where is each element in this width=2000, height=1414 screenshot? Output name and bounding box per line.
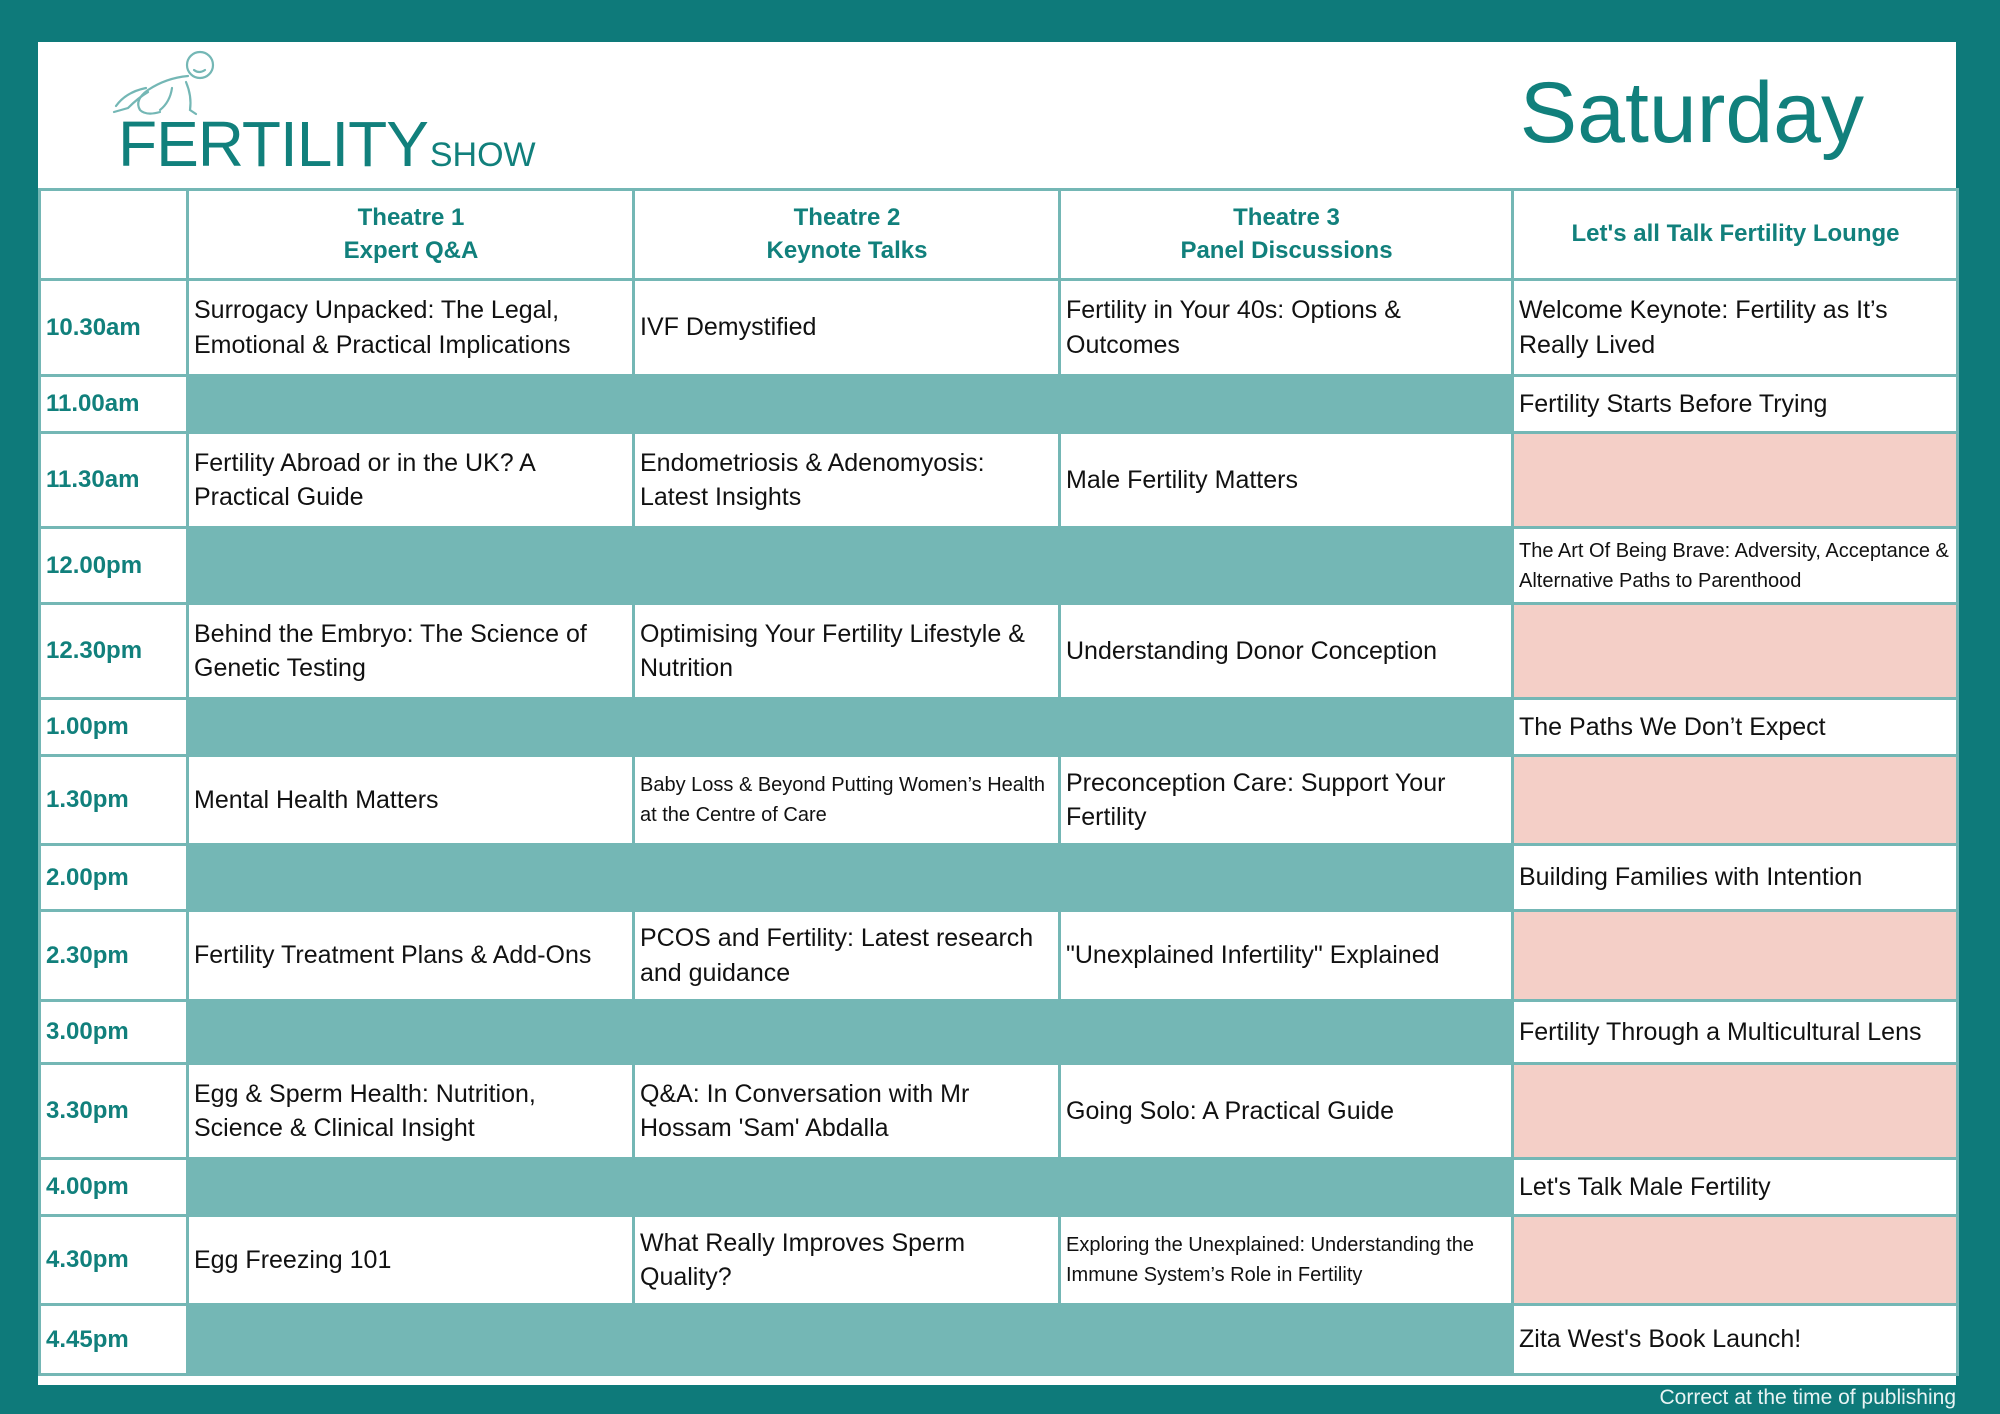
time-cell: 1.30pm: [40, 756, 188, 845]
theatre-1-session: Fertility Treatment Plans & Add-Ons: [188, 911, 634, 1001]
lounge-session: Zita West's Book Launch!: [1513, 1305, 1958, 1375]
schedule-sheet: [38, 42, 1956, 1385]
time-cell: 3.00pm: [40, 1001, 188, 1064]
theatre-2-session: Q&A: In Conversation with Mr Hossam 'Sam' Abdalla: [634, 1064, 1060, 1159]
column-title: Theatre 1: [357, 204, 465, 232]
time-cell: 12.00pm: [40, 528, 188, 604]
theatre-3-session: Preconception Care: Support Your Fertility: [1060, 756, 1513, 845]
theatre-2-session: Endometriosis & Adenomyosis: Latest Insights: [634, 433, 1060, 528]
table-row: [40, 1159, 1958, 1216]
lounge-session: Welcome Keynote: Fertility as It’s Really Lived: [1513, 280, 1958, 376]
table-row: [40, 1064, 1958, 1159]
time-column-header: [40, 190, 188, 280]
logo-wordmark: [118, 108, 536, 180]
lounge-session: Fertility Starts Before Trying: [1513, 376, 1958, 433]
table-row: [40, 376, 1958, 433]
theatre-2-session: Baby Loss & Beyond Putting Women’s Health at the Centre of Care: [634, 756, 1060, 845]
lounge-session: Building Families with Intention: [1513, 845, 1958, 911]
theatre-1-header: [188, 190, 634, 280]
theatre-2-session: PCOS and Fertility: Latest research and guidance: [634, 911, 1060, 1001]
theatre-1-session: Mental Health Matters: [188, 756, 634, 845]
lounge-empty-slot: [1513, 604, 1958, 699]
lounge-empty-slot: [1513, 911, 1958, 1001]
break-bar: [188, 1159, 1513, 1216]
time-cell: 11.30am: [40, 433, 188, 528]
time-cell: 12.30pm: [40, 604, 188, 699]
fertility-show-logo: [76, 48, 536, 188]
header-row: [40, 190, 1958, 280]
logo-sub-text: SHOW: [429, 136, 536, 174]
column-subtitle: Keynote Talks: [766, 236, 928, 264]
lounge-session: Fertility Through a Multicultural Lens: [1513, 1001, 1958, 1064]
theatre-3-session: Understanding Donor Conception: [1060, 604, 1513, 699]
theatre-3-session: "Unexplained Infertility" Explained: [1060, 911, 1513, 1001]
table-row: [40, 911, 1958, 1001]
theatre-3-session: Exploring the Unexplained: Understanding the Immune System’s Role in Fertility: [1060, 1216, 1513, 1305]
schedule-table: [38, 188, 1959, 1376]
lounge-empty-slot: [1513, 1064, 1958, 1159]
lounge-empty-slot: [1513, 433, 1958, 528]
lounge-header: [1513, 190, 1958, 280]
lounge-empty-slot: [1513, 1216, 1958, 1305]
lounge-session: Let's Talk Male Fertility: [1513, 1159, 1958, 1216]
break-bar: [188, 845, 1513, 911]
column-title: Theatre 2: [793, 204, 901, 232]
break-bar: [188, 1001, 1513, 1064]
logo-main-text: FERTILITY: [118, 108, 428, 180]
lounge-session: The Paths We Don’t Expect: [1513, 699, 1958, 756]
column-subtitle: Panel Discussions: [1180, 236, 1393, 264]
break-bar: [188, 1305, 1513, 1375]
column-subtitle: Expert Q&A: [343, 236, 479, 264]
theatre-1-session: Behind the Embryo: The Science of Genetic Testing: [188, 604, 634, 699]
theatre-1-session: Egg & Sperm Health: Nutrition, Science & Clinical Insight: [188, 1064, 634, 1159]
theatre-3-header: [1060, 190, 1513, 280]
theatre-2-header: [634, 190, 1060, 280]
time-cell: 3.30pm: [40, 1064, 188, 1159]
theatre-3-session: Male Fertility Matters: [1060, 433, 1513, 528]
lounge-empty-slot: [1513, 756, 1958, 845]
time-cell: 10.30am: [40, 280, 188, 376]
time-cell: 1.00pm: [40, 699, 188, 756]
table-row: [40, 280, 1958, 376]
column-title: Theatre 3: [1233, 204, 1340, 232]
break-bar: [188, 699, 1513, 756]
time-cell: 4.30pm: [40, 1216, 188, 1305]
break-bar: [188, 528, 1513, 604]
theatre-2-session: Optimising Your Fertility Lifestyle & Nutrition: [634, 604, 1060, 699]
table-row: [40, 528, 1958, 604]
theatre-2-session: IVF Demystified: [634, 280, 1060, 376]
time-cell: 2.00pm: [40, 845, 188, 911]
table-row: [40, 1001, 1958, 1064]
time-cell: 4.45pm: [40, 1305, 188, 1375]
table-row: [40, 756, 1958, 845]
time-cell: 4.00pm: [40, 1159, 188, 1216]
theatre-2-session: What Really Improves Sperm Quality?: [634, 1216, 1060, 1305]
publishing-note: Correct at the time of publishing: [1659, 1386, 1956, 1409]
table-row: [40, 1305, 1958, 1375]
theatre-1-session: Fertility Abroad or in the UK? A Practical Guide: [188, 433, 634, 528]
time-cell: 2.30pm: [40, 911, 188, 1001]
theatre-1-session: Egg Freezing 101: [188, 1216, 634, 1305]
table-row: [40, 1216, 1958, 1305]
time-cell: 11.00am: [40, 376, 188, 433]
table-row: [40, 604, 1958, 699]
theatre-3-session: Fertility in Your 40s: Options & Outcomes: [1060, 280, 1513, 376]
table-row: [40, 845, 1958, 911]
break-bar: [188, 376, 1513, 433]
table-row: [40, 433, 1958, 528]
theatre-3-session: Going Solo: A Practical Guide: [1060, 1064, 1513, 1159]
column-title: Let's all Talk Fertility Lounge: [1571, 220, 1900, 248]
theatre-1-session: Surrogacy Unpacked: The Legal, Emotional & Practical Implications: [188, 280, 634, 376]
day-title: Saturday: [1519, 65, 1864, 161]
lounge-session: The Art Of Being Brave: Adversity, Acceptance & Alternative Paths to Parenthood: [1513, 528, 1958, 604]
table-row: [40, 699, 1958, 756]
